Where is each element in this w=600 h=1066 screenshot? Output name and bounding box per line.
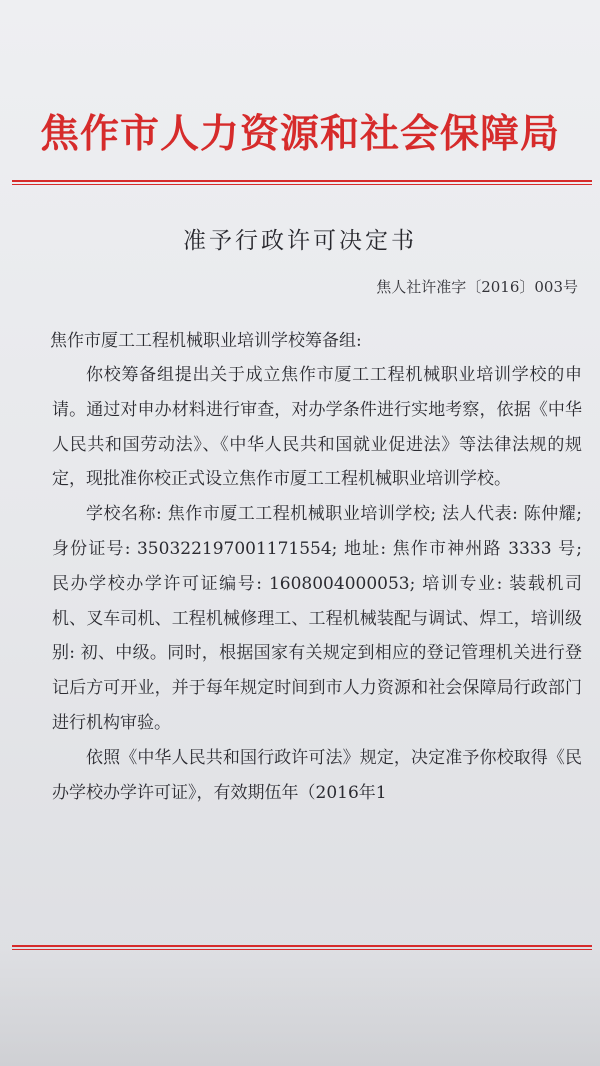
letterhead-agency-name: 焦作市人力资源和社会保障局 (39, 112, 560, 157)
body-paragraph: 依照《中华人民共和国行政许可法》规定，决定准予你校取得《民办学校办学许可证》，有效期伍年（2016年1 (52, 747, 582, 803)
page-shadow (0, 946, 600, 1066)
document-addressee: 焦作市厦工工程机械职业培训学校筹备组: (50, 331, 362, 351)
document-body (52, 358, 582, 810)
body-paragraph: 学校名称: 焦作市厦工工程机械职业培训学校; 法人代表: 陈仲耀; 身份证号: 350322197001171554; 地址: 焦作市神州路 3333 号; 民办学校办学许可证编号: 1608004000053; 培训专业: 装载机司机、叉车司机、工程机械修理工、工程机械装配与调试、焊工，培训级别: 初、中级。同时，根据国家有关规定到相应的登记管理机关进行登记后方可开业，并于每年规定时间到市人力资源和社会保障局行政部门进行机构审验。 (52, 504, 582, 733)
body-paragraph: 你校筹备组提出关于成立焦作市厦工工程机械职业培训学校的申请。通过对申办材料进行审查，对办学条件进行实地考察，依据《中华人民共和国劳动法》、《中华人民共和国就业促进法》等法律法规的规定，现批准你校正式设立焦作市厦工工程机械职业培训学校。 (52, 365, 582, 490)
document-title: 准予行政许可决定书 (183, 228, 417, 254)
letterhead-red-rule (12, 180, 592, 185)
document-number: 焦人社许准字〔2016〕003号 (376, 278, 578, 296)
